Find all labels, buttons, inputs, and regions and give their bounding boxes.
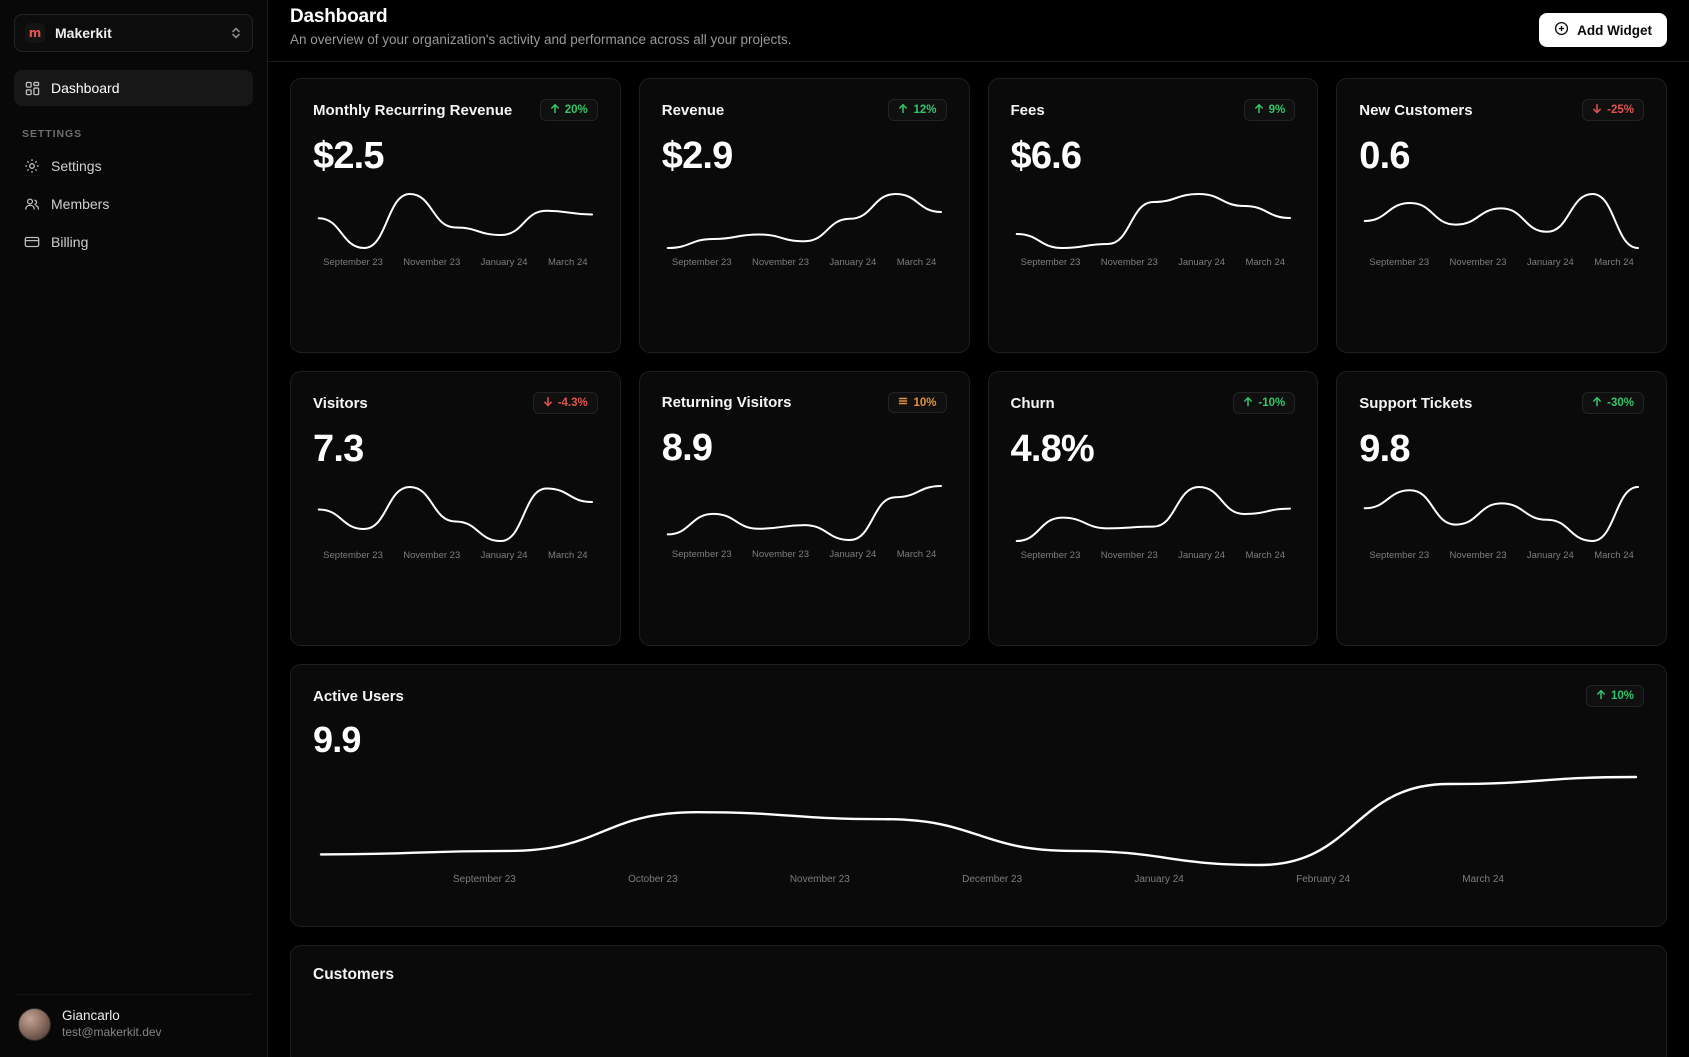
status-badge-label: 20% bbox=[564, 104, 588, 116]
primary-nav bbox=[14, 70, 253, 106]
status-badge-label: 10% bbox=[1610, 690, 1634, 702]
status-badge bbox=[888, 392, 946, 413]
status-badge-label: -10% bbox=[1258, 397, 1286, 409]
stat-card-title: Visitors bbox=[313, 394, 368, 412]
stat-card-title: Churn bbox=[1010, 394, 1055, 412]
sidebar-section-settings-label: SETTINGS bbox=[22, 128, 83, 140]
arrow-up-icon bbox=[1254, 103, 1264, 117]
axis-tick-labels bbox=[313, 874, 1644, 885]
axis-tick-label: November 23 bbox=[1100, 550, 1158, 561]
stat-card-head bbox=[1359, 392, 1644, 414]
stat-card-value: $2.5 bbox=[313, 135, 384, 177]
stat-card-grid-2 bbox=[290, 371, 1667, 646]
stat-card bbox=[988, 78, 1319, 353]
axis-tick-labels bbox=[1359, 257, 1644, 268]
arrow-down-icon bbox=[1592, 103, 1602, 117]
sparkline-chart bbox=[313, 771, 1644, 871]
status-badge-label: 12% bbox=[913, 104, 937, 116]
axis-tick-label: March 24 bbox=[547, 257, 588, 268]
users-icon bbox=[24, 196, 40, 212]
org-name: Makerkit bbox=[55, 25, 112, 41]
stat-card-title: Fees bbox=[1010, 101, 1045, 119]
stat-card bbox=[290, 78, 621, 353]
stat-card-head bbox=[313, 392, 598, 414]
axis-tick-label: March 24 bbox=[896, 257, 937, 268]
status-badge bbox=[1586, 685, 1644, 707]
stat-card-head bbox=[1011, 99, 1296, 121]
axis-tick-labels bbox=[1011, 550, 1296, 561]
stat-card bbox=[1336, 371, 1667, 646]
gear-icon bbox=[24, 158, 40, 174]
status-badge bbox=[533, 392, 598, 414]
axis-tick-label: September 23 bbox=[453, 874, 516, 885]
status-badge bbox=[1233, 392, 1295, 414]
add-widget-button[interactable] bbox=[1539, 13, 1667, 47]
axis-tick-label: March 24 bbox=[896, 549, 937, 560]
stat-card-title: Support Tickets bbox=[1359, 394, 1473, 412]
stat-card-head bbox=[313, 685, 1644, 707]
stat-card-head bbox=[313, 99, 598, 121]
axis-tick-label: November 23 bbox=[751, 549, 809, 560]
arrow-up-icon bbox=[1243, 396, 1253, 410]
sidebar-item-label: Billing bbox=[51, 234, 89, 250]
status-badge-label: -30% bbox=[1607, 397, 1634, 409]
stat-card-value: 7.3 bbox=[313, 428, 364, 470]
axis-tick-labels bbox=[662, 549, 947, 560]
status-badge bbox=[888, 99, 946, 121]
sidebar bbox=[0, 0, 268, 1057]
stat-card-head bbox=[1011, 392, 1296, 414]
settings-nav bbox=[14, 148, 253, 260]
stat-card-value: $2.9 bbox=[661, 135, 733, 177]
status-badge-label: -4.3% bbox=[557, 397, 588, 409]
axis-tick-label: March 24 bbox=[1462, 874, 1504, 885]
stat-card-title: Active Users bbox=[313, 687, 404, 705]
sparkline-chart bbox=[662, 188, 947, 254]
axis-tick-label: January 24 bbox=[829, 257, 877, 268]
status-badge bbox=[540, 99, 598, 121]
avatar bbox=[18, 1008, 51, 1041]
sparkline-chart bbox=[1011, 481, 1296, 547]
stat-card-head bbox=[1359, 99, 1644, 121]
axis-tick-labels bbox=[1359, 550, 1644, 561]
page-header bbox=[268, 0, 1689, 62]
axis-tick-label: January 24 bbox=[480, 257, 528, 268]
axis-tick-labels bbox=[662, 257, 947, 268]
arrow-up-icon bbox=[1592, 396, 1602, 410]
axis-tick-label: January 24 bbox=[1526, 257, 1574, 268]
axis-tick-label: November 23 bbox=[403, 550, 461, 561]
customers-card bbox=[290, 945, 1667, 1057]
page-subtitle: An overview of your organization's activity and performance across all your projects. bbox=[290, 32, 792, 47]
user-name: Giancarlo bbox=[62, 1008, 120, 1024]
stat-card-value: $6.6 bbox=[1010, 135, 1082, 177]
arrow-up-icon bbox=[550, 103, 560, 117]
status-badge-label: 9% bbox=[1268, 104, 1286, 116]
axis-tick-label: September 23 bbox=[1020, 550, 1081, 561]
user-email: test@makerkit.dev bbox=[62, 1025, 162, 1040]
arrow-up-icon bbox=[898, 103, 908, 117]
stat-card-value: 9.8 bbox=[1359, 428, 1410, 470]
page-header-text bbox=[290, 6, 792, 47]
axis-tick-label: September 23 bbox=[323, 257, 383, 268]
stat-card-value: 8.9 bbox=[661, 427, 713, 469]
stat-card-title: New Customers bbox=[1359, 101, 1473, 119]
axis-tick-label: January 24 bbox=[1134, 874, 1184, 885]
axis-tick-labels bbox=[313, 550, 598, 561]
stat-card-head bbox=[662, 99, 947, 121]
axis-tick-label: September 23 bbox=[671, 549, 732, 560]
axis-tick-label: January 24 bbox=[480, 550, 528, 561]
axis-tick-label: January 24 bbox=[1526, 550, 1574, 561]
sidebar-item-billing[interactable] bbox=[14, 224, 253, 260]
axis-tick-label: September 23 bbox=[1369, 550, 1430, 561]
customers-title: Customers bbox=[313, 966, 394, 983]
axis-tick-label: November 23 bbox=[1449, 550, 1507, 561]
axis-tick-label: September 23 bbox=[671, 257, 732, 268]
axis-tick-label: March 24 bbox=[1594, 550, 1634, 561]
sidebar-item-members[interactable] bbox=[14, 186, 253, 222]
arrow-up-icon bbox=[1596, 689, 1606, 703]
axis-tick-labels bbox=[1011, 257, 1296, 268]
stat-card bbox=[290, 371, 621, 646]
main-area bbox=[268, 0, 1689, 1057]
axis-tick-label: October 23 bbox=[628, 874, 678, 885]
sidebar-item-label: Dashboard bbox=[51, 80, 120, 96]
axis-tick-label: December 23 bbox=[962, 874, 1023, 885]
stat-card-value: 4.8% bbox=[1010, 428, 1094, 470]
makerkit-logo-icon: m bbox=[25, 23, 45, 43]
status-badge bbox=[1582, 99, 1644, 121]
axis-tick-label: March 24 bbox=[1245, 550, 1286, 561]
user-menu[interactable] bbox=[14, 994, 253, 1057]
user-info bbox=[62, 1008, 162, 1040]
axis-tick-label: March 24 bbox=[1594, 257, 1634, 268]
stat-card-title: Monthly Recurring Revenue bbox=[313, 101, 513, 119]
stat-card bbox=[988, 371, 1319, 646]
sidebar-item-settings[interactable] bbox=[14, 148, 253, 184]
axis-tick-label: February 24 bbox=[1296, 874, 1351, 885]
sparkline-chart bbox=[1011, 188, 1296, 254]
org-switcher[interactable] bbox=[14, 14, 253, 52]
sparkline-chart bbox=[662, 480, 947, 546]
axis-tick-label: September 23 bbox=[1020, 257, 1081, 268]
status-badge-label: 10% bbox=[913, 396, 937, 409]
stat-card-head bbox=[662, 392, 947, 413]
axis-tick-label: March 24 bbox=[547, 550, 588, 561]
axis-tick-label: November 23 bbox=[1100, 257, 1158, 268]
add-widget-label: Add Widget bbox=[1577, 22, 1652, 38]
axis-tick-label: November 23 bbox=[403, 257, 461, 268]
page-title: Dashboard bbox=[290, 6, 388, 27]
customers-card-head bbox=[313, 966, 1644, 984]
sidebar-item-dashboard[interactable] bbox=[14, 70, 253, 106]
chevron-updown-icon bbox=[230, 25, 242, 41]
stat-card bbox=[639, 371, 970, 646]
dashboard-content bbox=[268, 62, 1689, 1057]
sidebar-item-label: Settings bbox=[51, 158, 102, 174]
axis-tick-label: September 23 bbox=[323, 550, 383, 561]
stat-card bbox=[639, 78, 970, 353]
stat-card-title: Returning Visitors bbox=[661, 394, 792, 411]
axis-tick-label: November 23 bbox=[1449, 257, 1507, 268]
plus-circle-icon bbox=[1554, 21, 1569, 39]
axis-tick-label: November 23 bbox=[789, 874, 850, 885]
axis-tick-labels bbox=[313, 257, 598, 268]
sparkline-chart bbox=[1359, 481, 1644, 547]
dashboard-icon bbox=[24, 80, 40, 96]
stat-card-grid bbox=[290, 78, 1667, 353]
sparkline-chart bbox=[1359, 188, 1644, 254]
credit-card-icon bbox=[24, 234, 40, 250]
sparkline-chart bbox=[313, 481, 598, 547]
status-badge bbox=[1244, 99, 1296, 121]
sidebar-item-label: Members bbox=[51, 196, 110, 212]
axis-tick-label: January 24 bbox=[1178, 257, 1226, 268]
status-badge-label: -25% bbox=[1607, 104, 1634, 116]
active-users-card bbox=[290, 664, 1667, 927]
sparkline-chart bbox=[313, 188, 598, 254]
axis-tick-label: September 23 bbox=[1369, 257, 1430, 268]
stat-card bbox=[1336, 78, 1667, 353]
stat-card-value: 0.6 bbox=[1359, 135, 1410, 177]
axis-tick-label: March 24 bbox=[1245, 257, 1286, 268]
stat-card-title: Revenue bbox=[661, 101, 725, 119]
axis-tick-label: January 24 bbox=[829, 549, 877, 560]
bars-icon bbox=[898, 396, 908, 409]
status-badge bbox=[1582, 392, 1644, 414]
axis-tick-label: November 23 bbox=[751, 257, 809, 268]
axis-tick-label: January 24 bbox=[1178, 550, 1226, 561]
stat-card-value: 9.9 bbox=[313, 719, 361, 760]
arrow-down-icon bbox=[543, 396, 553, 410]
